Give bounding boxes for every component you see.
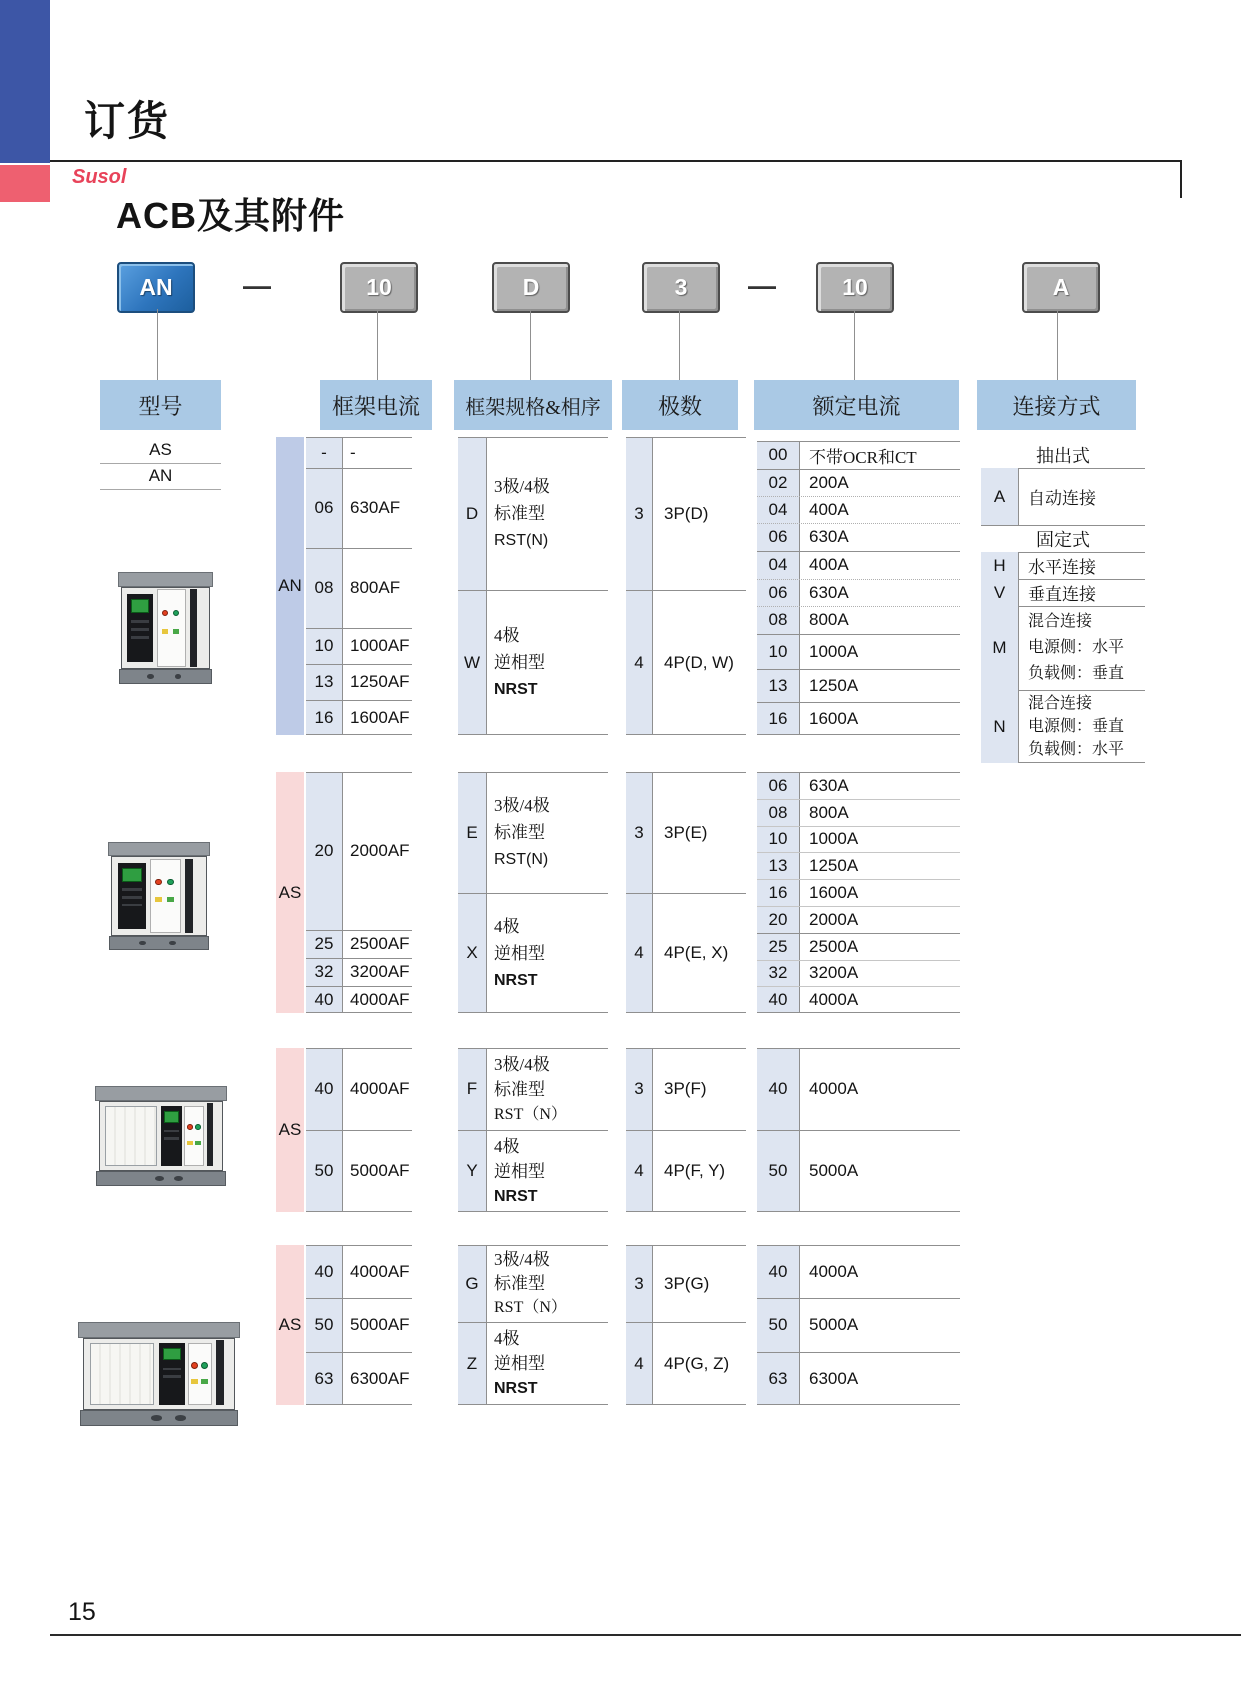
breaker-detail xyxy=(151,1415,162,1420)
frame-value: 2000AF xyxy=(350,841,410,860)
poles-code: 3 xyxy=(634,1273,644,1293)
spec-line: RST（N） xyxy=(494,1298,567,1316)
rated-value: 2500A xyxy=(809,936,859,956)
acb-product-photo-an xyxy=(118,572,213,684)
connection-line: 电源侧：垂直 xyxy=(1028,718,1125,735)
frame-value: 2500AF xyxy=(350,934,410,953)
frame-code: 63 xyxy=(314,1368,334,1388)
column-header-rated: 额定电流 xyxy=(754,380,959,430)
frame-value: 4000AF xyxy=(350,989,410,1009)
rated-code: 50 xyxy=(768,1161,788,1180)
rated-code: 25 xyxy=(768,936,788,956)
breaker-cap xyxy=(118,572,213,587)
an-poles-table xyxy=(626,437,746,735)
rated-value: 630A xyxy=(809,582,849,602)
code-box-poles xyxy=(642,262,720,313)
spec-code: D xyxy=(465,503,479,523)
rated-value: 4000A xyxy=(809,1261,859,1281)
rated-code: 40 xyxy=(768,989,788,1009)
code-box-poles-label: 3 xyxy=(674,274,688,300)
poles-code: 4 xyxy=(634,652,644,672)
poles-code: 4 xyxy=(634,1161,644,1180)
rated-code: 06 xyxy=(768,582,788,602)
code-box-frame xyxy=(340,262,418,313)
frame-value: 800AF xyxy=(350,578,401,597)
as2-frame-table xyxy=(306,1048,412,1212)
rated-value: 5000A xyxy=(809,1161,859,1180)
rated-code: 00 xyxy=(768,445,788,464)
breaker-base xyxy=(109,936,209,950)
breaker-rail xyxy=(185,859,193,934)
spec-line: 逆相型 xyxy=(494,943,545,963)
spec-line: 标准型 xyxy=(494,823,545,842)
frame-code: 40 xyxy=(314,989,334,1009)
spec-line: 4极 xyxy=(494,1136,520,1156)
spec-code: Y xyxy=(466,1161,478,1180)
code-box-rated-label: 10 xyxy=(842,274,868,300)
spec-desc xyxy=(494,437,550,590)
spec-line: RST(N) xyxy=(494,851,549,868)
rated-value: 1600A xyxy=(809,882,859,902)
top-rule-corner xyxy=(1180,160,1182,198)
breaker-base xyxy=(96,1171,225,1186)
code-dash-1: — xyxy=(243,269,271,301)
an-rated-table xyxy=(757,441,960,735)
breaker-base xyxy=(80,1410,239,1426)
code-dash-2: — xyxy=(748,269,776,301)
column-divider xyxy=(342,772,343,1013)
frame-value: - xyxy=(350,442,356,462)
frame-code: 32 xyxy=(314,962,334,981)
poles-value: 4P(F, Y) xyxy=(664,1161,726,1180)
as3-poles-table xyxy=(626,1245,746,1405)
brand-logo-susol: Susol xyxy=(72,166,127,188)
an-frame-table xyxy=(306,437,412,735)
column-divider xyxy=(486,1245,487,1405)
connection-line: 电源侧：水平 xyxy=(1028,639,1125,656)
as1-frame-table xyxy=(306,772,412,1013)
spec-line: 4极 xyxy=(494,1329,520,1348)
rated-value: 630A xyxy=(809,527,849,546)
frame-code: 40 xyxy=(314,1261,334,1281)
connection-value-n xyxy=(1028,690,1124,763)
connection-group-drawout: 抽出式 xyxy=(1036,445,1090,466)
frame-code: 13 xyxy=(314,672,334,691)
spec-desc xyxy=(494,1245,567,1322)
breaker-trip-unit xyxy=(118,863,146,928)
frame-code: 10 xyxy=(314,636,334,655)
poles-code: 3 xyxy=(634,1079,644,1098)
rated-value: 1250A xyxy=(809,855,859,875)
poles-value: 4P(D, W) xyxy=(664,652,734,672)
spec-desc xyxy=(494,893,545,1013)
acb-product-photo-as2 xyxy=(95,1086,227,1186)
footer-rule xyxy=(50,1634,1241,1636)
rated-code: 32 xyxy=(768,963,788,982)
rated-value: 6300A xyxy=(809,1368,859,1388)
spec-line: NRST xyxy=(494,681,538,698)
frame-code: 20 xyxy=(314,841,334,860)
connection-value-v: 垂直连接 xyxy=(1028,585,1096,604)
column-header-conn: 连接方式 xyxy=(977,380,1136,430)
spec-line: 逆相型 xyxy=(494,1161,545,1181)
breaker-label-tag xyxy=(201,1379,208,1384)
frame-value: 6300AF xyxy=(350,1368,410,1388)
connection-code-h: H xyxy=(981,552,1019,579)
breaker-trip-unit xyxy=(159,1343,185,1405)
spec-line: 逆相型 xyxy=(494,653,545,672)
column-divider xyxy=(799,772,800,1013)
rated-code: 13 xyxy=(768,675,788,695)
breaker-display xyxy=(122,868,142,881)
spec-code: X xyxy=(466,943,478,962)
breaker-front-panel xyxy=(184,1106,204,1166)
corner-red-block xyxy=(0,165,50,202)
connection-value-h: 水平连接 xyxy=(1028,558,1096,577)
column-header-spec: 框架规格&相序 xyxy=(454,380,612,430)
breaker-detail xyxy=(139,941,146,946)
connection-code-n: N xyxy=(981,690,1019,763)
breaker-detail xyxy=(163,1368,181,1370)
as3-frame-table xyxy=(306,1245,412,1405)
breaker-front-panel xyxy=(157,589,186,667)
breaker-detail xyxy=(164,1130,179,1132)
breaker-trip-unit xyxy=(127,594,153,662)
breaker-trip-unit xyxy=(161,1106,182,1166)
rated-value: 1000A xyxy=(809,641,859,661)
rated-code: 13 xyxy=(768,855,788,875)
breaker-detail xyxy=(174,1176,183,1181)
spec-line: 3极/4极 xyxy=(494,1249,550,1269)
breaker-display xyxy=(163,1348,181,1360)
as2-section-label: AS xyxy=(276,1048,304,1212)
breaker-off-button xyxy=(155,879,162,886)
spec-code: E xyxy=(466,822,478,842)
as3-rated-table xyxy=(757,1245,960,1405)
connection-line: 混合连接 xyxy=(1028,613,1093,630)
breaker-body xyxy=(121,587,210,670)
breaker-label-tag xyxy=(191,1379,198,1384)
connection-line: 负载侧：垂直 xyxy=(1028,665,1125,682)
code-box-frame-label: 10 xyxy=(366,274,392,300)
column-divider xyxy=(799,1245,800,1405)
code-box-spec-label: D xyxy=(522,274,540,300)
breaker-front-panel xyxy=(188,1343,212,1405)
column-header-poles: 极数 xyxy=(622,380,738,430)
breaker-arc-chamber xyxy=(105,1106,157,1166)
as2-poles-table xyxy=(626,1048,746,1212)
poles-value: 4P(G, Z) xyxy=(664,1353,730,1373)
breaker-body xyxy=(99,1101,223,1171)
poles-code: 3 xyxy=(634,503,644,523)
acb-product-photo-as3 xyxy=(78,1322,240,1426)
breaker-display xyxy=(131,599,149,613)
rated-value: 2000A xyxy=(809,909,859,929)
rated-code: 16 xyxy=(768,708,788,728)
breaker-detail xyxy=(175,1415,186,1420)
breaker-cap xyxy=(78,1322,240,1338)
breaker-label-tag xyxy=(187,1141,193,1146)
code-box-model-label: AN xyxy=(139,274,173,300)
rated-value: 630A xyxy=(809,775,849,795)
section-heading: ACB及其附件 xyxy=(116,195,345,236)
as1-section-label: AS xyxy=(276,772,304,1013)
connector-line xyxy=(377,309,378,380)
spec-line: RST(N) xyxy=(494,532,549,549)
breaker-display xyxy=(164,1111,179,1123)
breaker-detail xyxy=(164,1137,179,1139)
column-divider xyxy=(652,437,653,735)
frame-value: 4000AF xyxy=(350,1261,410,1281)
connection-group-fixed: 固定式 xyxy=(1036,529,1090,550)
breaker-label-tag xyxy=(155,897,162,901)
breaker-detail xyxy=(147,674,153,679)
frame-code: 50 xyxy=(314,1315,334,1334)
column-header-model: 型号 xyxy=(100,380,221,430)
breaker-off-button xyxy=(162,610,168,616)
spec-line: 3极/4极 xyxy=(494,1054,550,1074)
connector-line xyxy=(530,309,531,380)
spec-line: 4极 xyxy=(494,626,520,645)
connection-code-v: V xyxy=(981,579,1019,606)
breaker-body xyxy=(111,856,207,936)
breaker-off-button xyxy=(187,1124,193,1130)
frame-value: 5000AF xyxy=(350,1161,410,1180)
spec-line: NRST xyxy=(494,1187,538,1205)
rated-code: 63 xyxy=(768,1368,788,1388)
frame-code: 06 xyxy=(314,498,334,517)
spec-line: 标准型 xyxy=(494,1273,545,1293)
breaker-detail xyxy=(163,1375,181,1377)
breaker-rail xyxy=(216,1340,224,1405)
breaker-detail xyxy=(175,674,181,679)
breaker-detail xyxy=(131,636,149,639)
as1-spec-table xyxy=(458,772,608,1013)
spec-line: NRST xyxy=(494,971,538,989)
breaker-label-tag xyxy=(167,897,174,901)
rated-value: 800A xyxy=(809,610,849,629)
breaker-rail xyxy=(207,1103,213,1166)
as2-spec-table xyxy=(458,1048,608,1212)
page-number: 15 xyxy=(68,1598,96,1626)
rated-value: 3200A xyxy=(809,963,859,982)
connection-value-m xyxy=(1028,606,1124,690)
spec-code: Z xyxy=(466,1353,478,1373)
spec-line: NRST xyxy=(494,1380,538,1397)
column-divider xyxy=(342,1245,343,1405)
frame-value: 3200AF xyxy=(350,962,410,981)
rated-code: 04 xyxy=(768,555,788,574)
rated-code: 50 xyxy=(768,1315,788,1334)
poles-code: 4 xyxy=(634,943,644,962)
breaker-cap xyxy=(108,842,210,856)
breaker-body xyxy=(83,1338,235,1411)
rated-code: 06 xyxy=(768,775,788,795)
breaker-label-tag xyxy=(195,1141,201,1146)
rated-code: 10 xyxy=(768,641,788,661)
breaker-detail xyxy=(155,1176,164,1181)
spec-line: 逆相型 xyxy=(494,1354,545,1373)
breaker-on-button xyxy=(195,1124,201,1130)
as3-spec-table xyxy=(458,1245,608,1405)
poles-code: 4 xyxy=(634,1353,644,1373)
page-title: 订货 xyxy=(84,98,170,144)
frame-value: 5000AF xyxy=(350,1315,410,1334)
breaker-label-tag xyxy=(162,629,168,634)
code-box-conn-label: A xyxy=(1052,274,1070,300)
poles-value: 3P(D) xyxy=(664,503,709,523)
connection-value-a: 自动连接 xyxy=(1028,489,1096,508)
spec-desc xyxy=(494,1130,545,1212)
frame-value: 1000AF xyxy=(350,636,410,655)
rated-value: 4000A xyxy=(809,1079,859,1098)
spec-line: 3极/4极 xyxy=(494,796,550,815)
breaker-detail xyxy=(122,904,142,907)
code-box-model xyxy=(117,262,195,313)
connector-line xyxy=(1057,309,1058,380)
spec-desc xyxy=(494,1322,545,1405)
connector-line xyxy=(854,309,855,380)
rated-value: 5000A xyxy=(809,1315,859,1334)
breaker-base xyxy=(119,669,212,684)
frame-value: 1600AF xyxy=(350,707,410,727)
rated-code: 06 xyxy=(768,527,788,546)
spec-line: 3极/4极 xyxy=(494,477,550,496)
rated-value: 1000A xyxy=(809,829,859,848)
spec-code: G xyxy=(465,1273,479,1293)
connection-line: 负载侧：水平 xyxy=(1028,741,1125,758)
breaker-on-button xyxy=(167,879,174,886)
frame-code: 08 xyxy=(314,578,334,597)
poles-value: 3P(G) xyxy=(664,1273,710,1293)
breaker-detail xyxy=(122,896,142,899)
rated-value: 800A xyxy=(809,802,849,822)
top-rule xyxy=(50,160,1182,162)
spec-desc xyxy=(494,590,545,735)
spec-line: 标准型 xyxy=(494,1079,545,1099)
frame-code: - xyxy=(321,442,327,462)
as2-rated-table xyxy=(757,1048,960,1212)
connection-code-m: M xyxy=(981,606,1019,690)
column-divider xyxy=(342,437,343,735)
breaker-detail xyxy=(169,941,176,946)
spec-line: 4极 xyxy=(494,916,520,936)
code-box-rated xyxy=(816,262,894,313)
model-option-as: AS xyxy=(100,437,221,464)
an-spec-table xyxy=(458,437,608,735)
spec-desc xyxy=(494,1048,567,1130)
rated-value: 4000A xyxy=(809,989,859,1009)
breaker-cap xyxy=(95,1086,227,1101)
code-box-spec xyxy=(492,262,570,313)
frame-value: 4000AF xyxy=(350,1079,410,1098)
rated-code: 08 xyxy=(768,610,788,629)
an-section-label: AN xyxy=(276,437,304,735)
frame-code: 25 xyxy=(314,934,334,953)
column-divider xyxy=(486,437,487,735)
frame-value: 1250AF xyxy=(350,672,410,691)
rated-value: 不带OCR和CT xyxy=(809,447,917,467)
rated-value: 200A xyxy=(809,472,849,492)
spec-line: RST（N） xyxy=(494,1105,567,1123)
spec-code: W xyxy=(463,652,481,672)
frame-code: 16 xyxy=(314,707,334,727)
breaker-detail xyxy=(131,628,149,631)
poles-code: 3 xyxy=(634,822,644,842)
connection-code-a: A xyxy=(981,468,1019,525)
poles-value: 3P(F) xyxy=(664,1079,707,1098)
rated-code: 20 xyxy=(768,909,788,929)
rated-value: 400A xyxy=(809,555,849,574)
rated-value: 1250A xyxy=(809,675,859,695)
rated-code: 08 xyxy=(768,802,788,822)
breaker-arc-chamber xyxy=(90,1343,155,1405)
corner-blue-block xyxy=(0,0,50,163)
poles-value: 4P(E, X) xyxy=(664,943,729,962)
frame-value: 630AF xyxy=(350,498,401,517)
rated-code: 40 xyxy=(768,1079,788,1098)
rated-code: 02 xyxy=(768,472,788,492)
column-header-frame: 框架电流 xyxy=(320,380,432,430)
rated-code: 10 xyxy=(768,829,788,848)
spec-line: 标准型 xyxy=(494,504,545,523)
connector-line xyxy=(679,309,680,380)
spec-desc xyxy=(494,772,550,893)
spec-code: F xyxy=(466,1079,478,1098)
rated-code: 04 xyxy=(768,499,788,519)
breaker-rail xyxy=(190,589,197,667)
as1-poles-table xyxy=(626,772,746,1013)
breaker-detail xyxy=(122,888,142,891)
breaker-detail xyxy=(131,620,149,623)
code-box-conn xyxy=(1022,262,1100,313)
breaker-front-panel xyxy=(150,859,181,934)
breaker-on-button xyxy=(173,610,179,616)
connection-table xyxy=(981,441,1145,763)
acb-product-photo-as1 xyxy=(108,842,210,950)
poles-value: 3P(E) xyxy=(664,822,708,842)
rated-code: 16 xyxy=(768,882,788,902)
frame-code: 40 xyxy=(314,1079,334,1098)
as1-rated-table xyxy=(757,772,960,1013)
breaker-off-button xyxy=(191,1362,198,1369)
connection-line: 混合连接 xyxy=(1028,695,1093,712)
connector-line xyxy=(157,309,158,380)
column-divider xyxy=(652,1245,653,1405)
rated-code: 40 xyxy=(768,1261,788,1281)
model-option-an: AN xyxy=(100,463,221,490)
rated-value: 400A xyxy=(809,499,849,519)
as3-section-label: AS xyxy=(276,1245,304,1405)
rated-value: 1600A xyxy=(809,708,859,728)
breaker-label-tag xyxy=(173,629,179,634)
column-divider xyxy=(799,441,800,735)
breaker-on-button xyxy=(201,1362,208,1369)
frame-code: 50 xyxy=(314,1161,334,1180)
